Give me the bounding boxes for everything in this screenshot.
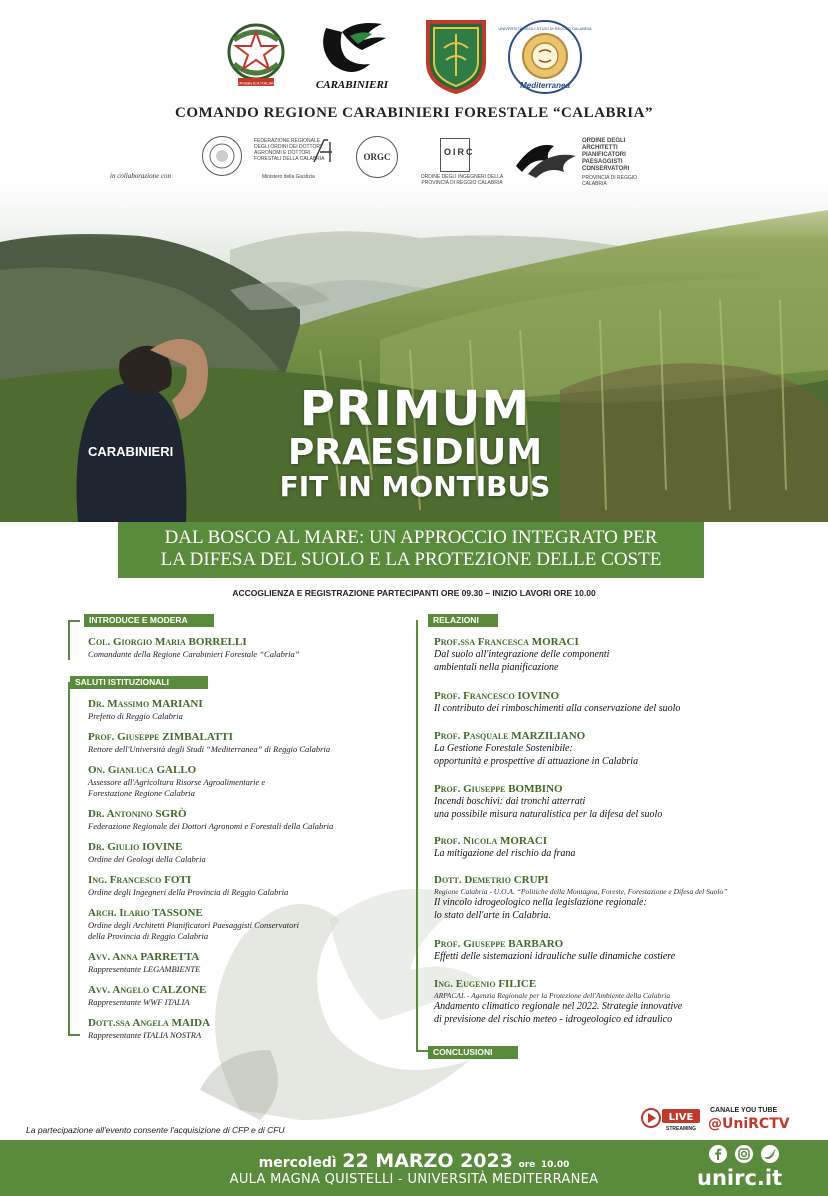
command-title: COMANDO REGIONE CARABINIERI FORESTALE “CALABRIA” bbox=[175, 105, 653, 121]
saluti-bracket bbox=[68, 682, 80, 1036]
partner-oirc: OIRC bbox=[440, 138, 470, 172]
moderator-name: Col. Giorgio Maria BORRELLI bbox=[88, 636, 247, 648]
svg-text:STREAMING: STREAMING bbox=[666, 1126, 696, 1132]
event-time: 10.00 bbox=[540, 1160, 570, 1170]
youtube-channel-label: CANALE YOU TUBE bbox=[710, 1107, 778, 1114]
introduce-bracket bbox=[68, 620, 80, 660]
relazioni-entry: Prof.ssa Francesca MORACI Dal suolo all'integrazione delle componenti ambientali nella pianificazione bbox=[434, 636, 610, 673]
partner-architects: ORDINE DEGLI ARCHITETTI PIANIFICATORI PAESAGGISTI CONSERVATORI PROVINCIA DI REGGIO CALABRIA bbox=[582, 138, 638, 187]
live-streaming-badge bbox=[640, 1107, 702, 1131]
youtube-channel-handle[interactable]: @UniRCTV bbox=[708, 1116, 790, 1132]
collab-label: in collaborazione con bbox=[110, 172, 172, 180]
partner-seal-1 bbox=[202, 136, 242, 176]
website-link[interactable]: unirc.it bbox=[697, 1166, 783, 1190]
relazioni-entry: Prof. Nicola MORACI La mitigazione del rischio da frana bbox=[434, 835, 576, 859]
saluti-entry: On. Gianluca GALLO Assessore all'Agricoltura Risorse Agroalimentarie e Forestazione Regione Calabria bbox=[88, 764, 266, 798]
carabinieri-flame-logo bbox=[312, 18, 392, 94]
saluti-entry: Ing. Francesco FOTI Ordine degli Ingegneri della Provincia di Reggio Calabria bbox=[88, 874, 289, 897]
partner-orgc: ORGC bbox=[356, 136, 398, 178]
social-icons bbox=[708, 1144, 788, 1166]
conclusioni-heading: CONCLUSIONI bbox=[428, 1046, 518, 1059]
saluti-heading: SALUTI ISTITUZIONALI bbox=[70, 676, 208, 689]
title-line-3: FIT IN MONTIBUS bbox=[279, 470, 551, 503]
event-venue: AULA MAGNA QUISTELLI - UNIVERSITÀ MEDITERRANEA bbox=[229, 1172, 599, 1187]
partner-ministry bbox=[310, 138, 340, 174]
saluti-entry: Dott.ssa Angela MAIDA Rappresentante ITALIA NOSTRA bbox=[88, 1017, 211, 1040]
saluti-entry: Avv. Anna PARRETTA Rappresentante LEGAMBIENTE bbox=[88, 951, 201, 974]
svg-text:LIVE: LIVE bbox=[668, 1112, 694, 1123]
introduce-heading: INTRODUCE E MODERA bbox=[84, 614, 214, 627]
italian-republic-emblem bbox=[222, 18, 290, 92]
relazioni-entry: Prof. Pasquale MARZILIANO La Gestione Forestale Sostenibile: opportunità e prospettive di attuazione in Calabria bbox=[434, 730, 639, 767]
relazioni-entry: Prof. Giuseppe BOMBINO Incendi boschivi: dai tronchi atterrati una possibile misura naturalistica per la difesa del suolo bbox=[434, 783, 663, 820]
saluti-entry: Prof. Giuseppe ZIMBALATTI Rettore dell'Università degli Studi “Mediterranea” di Reggio Calabria bbox=[88, 731, 331, 754]
twitter-icon[interactable] bbox=[761, 1145, 779, 1163]
relazioni-heading: RELAZIONI bbox=[428, 614, 498, 627]
svg-text:REPUBBLICA ITALIANA: REPUBBLICA ITALIANA bbox=[234, 80, 278, 86]
svg-text:UNIVERSITÀ DEGLI STUDI DI REGG: UNIVERSITÀ DEGLI STUDI DI REGGIO CALABRIA bbox=[498, 26, 592, 31]
saluti-entry: Dr. Giulio IOVINE Ordine dei Geologi della Calabria bbox=[88, 841, 206, 864]
partner-ministry-caption: Ministero della Giustizia bbox=[262, 174, 315, 180]
event-ore-label: ore bbox=[518, 1160, 536, 1170]
saluti-entry: Arch. Ilario TASSONE Ordine degli Architetti Pianificatori Paesaggisti Conservatori della Provincia di Reggio Calabria bbox=[88, 907, 299, 941]
svg-text:CARABINIERI: CARABINIERI bbox=[315, 79, 389, 91]
subtitle-band bbox=[118, 522, 704, 578]
facebook-icon[interactable] bbox=[709, 1145, 727, 1163]
header-logos bbox=[0, 14, 828, 98]
relazioni-bracket bbox=[416, 620, 428, 1052]
saluti-entry: Avv. Angelo CALZONE Rappresentante WWF ITALIA bbox=[88, 984, 207, 1007]
architects-logo-icon bbox=[514, 136, 578, 180]
relazioni-entry: Prof. Giuseppe BARBARO Effetti delle sistemazioni idrauliche sulle dinamiche costiere bbox=[434, 938, 676, 962]
instagram-icon[interactable] bbox=[735, 1145, 753, 1163]
moderator-entry bbox=[88, 636, 408, 660]
forestry-shield-logo bbox=[424, 18, 488, 94]
title-line-1: PRIMUM bbox=[299, 381, 531, 437]
subtitle-line-1: DAL BOSCO AL MARE: UN APPROCCIO INTEGRATO PER bbox=[164, 527, 658, 548]
title-line-2: PRAESIDIUM bbox=[287, 432, 543, 473]
partner-agronomi-text: FEDERAZIONE REGIONALE DEGLI ORDINI DEI DOTTORI AGRONOMI E DOTTORI FORESTALI DELLA CALABRIA bbox=[254, 138, 325, 162]
relazioni-entry: Dott. Demetrio CRUPI Regione Calabria - U.O.A. “Politiche della Montagna, Foreste, Forestazione e Difesa del Suolo” Il vincolo idrogeologico nella legislazione regionale: lo stato dell'arte in Calabria. bbox=[434, 874, 728, 921]
university-mediterranea-seal bbox=[498, 18, 592, 96]
relazioni-entry: Prof. Francesco IOVINO Il contributo dei rimboschimenti alla conservazione del suolo bbox=[434, 690, 681, 714]
credits-note: La partecipazione all'evento consente l'acquisizione di CFP e di CFU bbox=[26, 1125, 285, 1135]
saluti-entry: Dr. Massimo MARIANI Prefetto di Reggio Calabria bbox=[88, 698, 203, 721]
svg-text:Mediterranea: Mediterranea bbox=[520, 81, 570, 90]
subtitle-line-2: LA DIFESA DEL SUOLO E LA PROTEZIONE DELLE COSTE bbox=[160, 549, 662, 570]
partners-row bbox=[0, 136, 828, 188]
schedule-note: ACCOGLIENZA E REGISTRAZIONE PARTECIPANTI ORE 09.30 – INIZIO LAVORI ORE 10.00 bbox=[232, 588, 596, 598]
relazioni-entry: Ing. Eugenio FILICE ARPACAL - Agenzia Regionale per la Protezione dell'Ambiente della Calabria Andamento climatico regionale nel 2022. Strategie innovative di previsione del rischio meteo - idrogeologico ed idraulico bbox=[434, 978, 683, 1025]
event-weekday: mercoledì bbox=[258, 1155, 337, 1171]
event-date-value: 22 MARZO 2023 bbox=[342, 1150, 513, 1172]
ministry-logo-icon bbox=[310, 138, 340, 164]
partner-oirc-caption: ORDINE DEGLI INGEGNERI DELLA PROVINCIA DI REGGIO CALABRIA bbox=[420, 174, 504, 186]
svg-text:CARABINIERI: CARABINIERI bbox=[88, 444, 174, 459]
event-title bbox=[240, 381, 590, 503]
partner-seal-icon bbox=[207, 141, 237, 171]
saluti-entry: Dr. Antonino SGRÒ Federazione Regionale dei Dottori Agronomi e Forestali della Calabria bbox=[88, 808, 334, 831]
moderator-role: Comandante della Regione Carabinieri Forestale “Calabria” bbox=[88, 649, 300, 659]
